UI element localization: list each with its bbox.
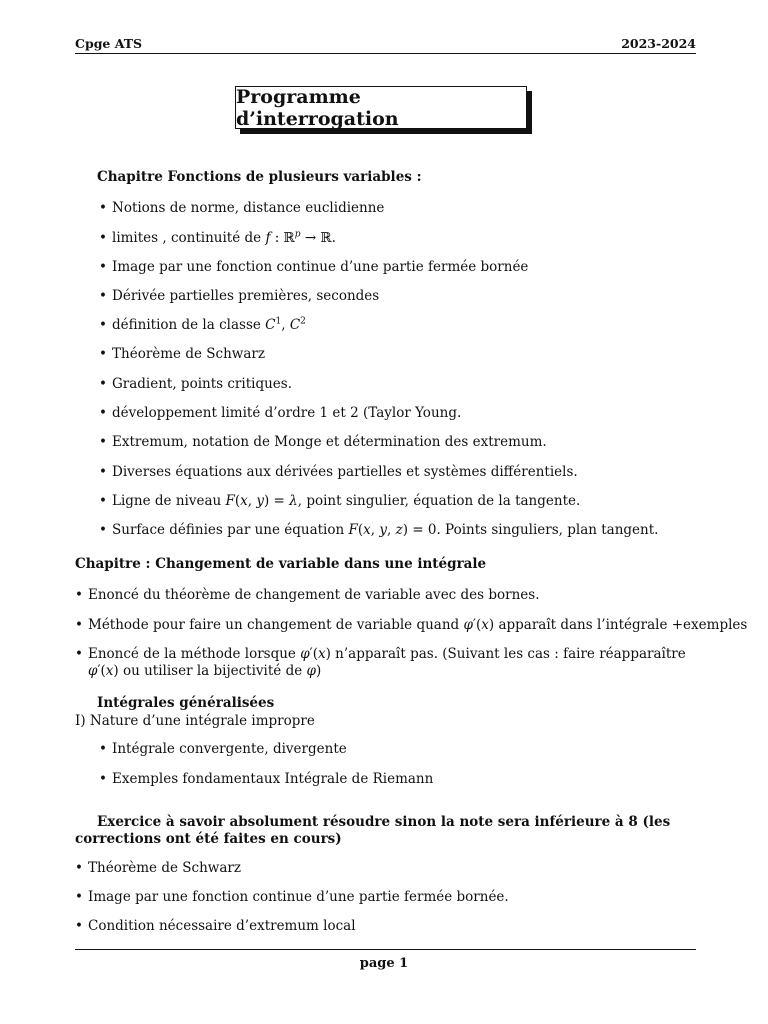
footer-rule bbox=[75, 949, 696, 950]
chapter3-title: Intégrales généralisées bbox=[97, 695, 275, 711]
exercises-title: Exercice à savoir absolument résoudre sinon la note sera inférieure à 8 (les corrections ont été faites en cours) bbox=[75, 814, 671, 847]
header-rule bbox=[75, 53, 696, 54]
header-right: 2023-2024 bbox=[621, 36, 696, 51]
chapter1-title: Chapitre Fonctions de plusieurs variables : bbox=[97, 169, 422, 185]
chapter2-title: Chapitre : Changement de variable dans une intégrale bbox=[75, 556, 487, 572]
page-title: Programme d’interrogation bbox=[235, 86, 527, 129]
chapter3-subtitle: I) Nature d’une intégrale impropre bbox=[75, 713, 315, 729]
page-number: page 1 bbox=[359, 956, 409, 971]
header-left: Cpge ATS bbox=[75, 36, 143, 51]
